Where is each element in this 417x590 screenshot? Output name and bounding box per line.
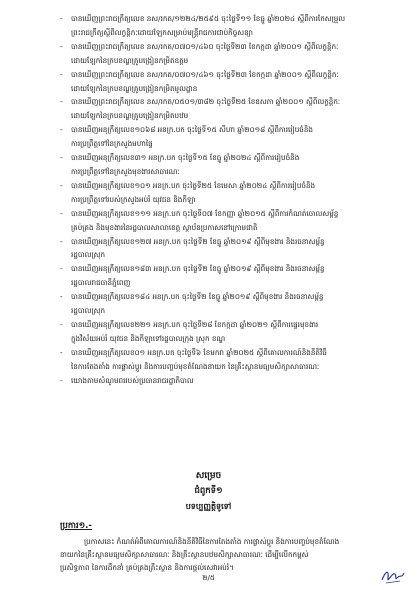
preamble-line: បានឃើញព្រះរាជក្រឹត្យលេខ នស/រកត/០៥០១/៣៨២ ចុះថ្ងៃទី២៥ ខែឧសភា ឆ្នាំ២០០១ ស្ដីពីលក្ខន្តិកៈ <box>71 97 341 107</box>
bullet-dash: - <box>60 14 63 23</box>
preamble-line: ការប្រព្រឹត្តទៅរបស់ក្រសួងអប់រំ យុវជន និងកីឡា <box>71 194 196 204</box>
article-line: ប្រសិទ្ធភាព នៃការដឹកនាំ គ្រប់គ្រងគ្រឹះស្ថាន និងការផ្ដល់សេវាអប់រំ។ <box>60 563 234 572</box>
preamble-item <box>60 151 380 179</box>
preamble-item <box>60 346 380 374</box>
preamble-line: ក្នុងវិស័យអប់រំ យុវជន និងកីឡាទៅរដ្ឋបាលក្រុង ស្រុក ខណ្ឌ <box>71 333 226 343</box>
preamble-item <box>60 262 380 290</box>
preamble-item <box>60 12 380 40</box>
bullet-dash: - <box>60 180 63 190</box>
bullet-dash: - <box>60 264 63 274</box>
chapter-title: បទប្បញ្ញត្តិទូទៅ <box>185 502 232 511</box>
bullet-dash: - <box>60 41 63 51</box>
bullet-dash: - <box>60 208 63 218</box>
preamble-item <box>60 123 380 151</box>
preamble-line: បានឃើញព្រះរាជក្រឹត្យលេខ នស/រកត/០៧០១/៤៦០ ចុះថ្ងៃទី២៣ ខែកក្កដា ឆ្នាំ២០០១ ស្ដីពីលក្ខន្តិកៈ <box>71 41 339 51</box>
preamble-line: ព្រះរាជក្រឹត្យស្ដីពីលក្ខន្តិកៈដោយឡែកសម្រាប់មន្ត្រីរាជការជាប់កិច្ចសន្យា <box>71 27 253 37</box>
chapter-heading: ជំពូកទី១ <box>194 486 223 496</box>
bullet-dash: - <box>60 125 63 135</box>
preamble-line: នៃការតែងតាំង ការផ្លាស់ប្ដូរ និងការបញ្ចប់មុខតំណែងនាយក នៃគ្រឹះស្ថានមធ្យមសិក្សាសាធារណៈ <box>71 361 320 371</box>
article-line: ប្រកាសនេះ កំណត់អំពីគោលការណ៍និងនីតិវិធីនៃការតែងតាំង ការផ្លាស់ប្ដូរ និងការបញ្ចប់មុខតំណែង <box>84 537 340 546</box>
bullet-dash: - <box>60 375 63 385</box>
preamble-line: បានឃើញអនុក្រឹត្យលេខ០១ អនក្រ.បក ចុះថ្ងៃទី៦ ខែមករា ឆ្នាំ២០២៥ ស្ដីពីគោលការណ៍និងនីតិវិធី <box>71 347 327 357</box>
preamble-item <box>60 95 380 123</box>
preamble-line: រដ្ឋបាលរាជធានីភ្នំពេញ <box>71 278 131 288</box>
preamble-line: យោងតាមសំណូមពររបស់ប្រធានរាជរដ្ឋាភិបាល <box>71 375 194 385</box>
bullet-dash: - <box>60 319 63 329</box>
decision-heading: សម្រេច <box>195 471 222 481</box>
article-title: ប្រការ១.- <box>60 521 92 531</box>
bullet-dash: - <box>60 292 63 302</box>
bullet-dash: - <box>60 153 63 163</box>
bullet-dash: - <box>60 347 63 357</box>
preamble-line: បានឃើញអនុក្រឹត្យលេខ១០៦៨ អនក្រ.បក ចុះថ្ងៃទី១៥ សីហា ឆ្នាំ២០១៨ ស្ដីពីការរៀបចំនិង <box>71 125 313 135</box>
preamble-line: បានឃើញអនុក្រឹត្យលេខ១២៧ អនក្រ.បក ចុះថ្ងៃទី២ ខែធ្នូ ឆ្នាំ២០១៩ ស្ដីពីមុខងារ និងរចនាសម្ព័ន្ធ <box>71 236 325 246</box>
preamble-line: បានឃើញអនុក្រឹត្យលេខ៣១ អនក្រ.បក ចុះថ្ងៃទី១៥ ខែធ្នូ ឆ្នាំ២០២៤ ស្ដីពីការរៀបចំនិង <box>71 153 300 163</box>
preamble-item <box>60 179 380 207</box>
preamble-line: បានឃើញអនុក្រឹត្យលេខ១៨៣ អនក្រ.បក ចុះថ្ងៃទី២ ខែធ្នូ ឆ្នាំ២០១៩ ស្ដីពីមុខងារ និងរចនាសម្ព័ន្ធ <box>71 264 325 274</box>
preamble-line: បានឃើញព្រះរាជក្រឹត្យលេខ នស/រកត/១២២៤/២៥៩៥ ចុះថ្ងៃទី១១ ខែធ្នូ ឆ្នាំ២០២៤ ស្ដីពីការកែសម្រួល <box>71 14 346 23</box>
bullet-dash: - <box>60 69 63 79</box>
preamble-line: ដោយឡែកនៃក្របខណ្ឌគ្រូបង្រៀនកម្រិតឧត្តម <box>71 55 189 65</box>
preamble-line: បានឃើញអនុក្រឹត្យលេខ២២១ អនក្រ.បក ចុះថ្ងៃទី២៨ ខែកក្កដា ឆ្នាំ២០២១ ស្ដីពីការផ្ទេរមុខងារ <box>71 319 319 329</box>
preamble-line: រដ្ឋបាលស្រុក <box>71 306 106 316</box>
preamble-item <box>60 68 380 96</box>
preamble-item <box>60 318 380 346</box>
bullet-dash: - <box>60 97 63 107</box>
preamble-line: ការប្រព្រឹត្តទៅនៃក្រសួងមុខងារសាធារណៈ <box>71 166 180 176</box>
preamble-line: បានឃើញអនុក្រឹត្យលេខ១៨៤ អនក្រ.បក ចុះថ្ងៃទី២ ខែធ្នូ ឆ្នាំ២០១៩ ស្ដីពីមុខងារ និងរចនាសម្ព័ន្ធ <box>71 292 324 302</box>
handwritten-initials <box>380 566 406 586</box>
article-body <box>60 535 390 574</box>
preamble-item <box>60 40 380 68</box>
preamble-item <box>60 235 380 263</box>
preamble-line: បានឃើញព្រះរាជក្រឹត្យលេខ នស/រកត/០៧០១/៤៦១ ចុះថ្ងៃទី២៣ ខែកក្កដា ឆ្នាំ២០០១ ស្ដីពីលក្ខន្តិកៈ <box>71 69 339 79</box>
page-number: ២/៥ <box>202 574 215 582</box>
preamble-line: ដោយឡែកនៃក្របខណ្ឌគ្រូបង្រៀនកម្រិតបឋម <box>71 111 189 121</box>
preamble-line: ដោយឡែកនៃក្របខណ្ឌគ្រូបង្រៀនកម្រិតមូលដ្ឋាន <box>71 83 198 93</box>
preamble-line: បានឃើញអនុក្រឹត្យលេខ១១១ អនក្រ.បក ចុះថ្ងៃទី០៧ ខែកញ្ញា ឆ្នាំ២០១៥ ស្ដីពីការកំណត់ចោលសម្ព័ន្ធ <box>71 208 339 218</box>
preamble-line: រដ្ឋបាលស្រុក <box>71 250 106 260</box>
bullet-dash: - <box>60 236 63 246</box>
preamble-list <box>60 12 380 387</box>
preamble-line: គ្រប់គ្រង និងមុខងារនៃរដ្ឋបាលសាលាខេត្ត ស្ថាប័នប្រកាសនៅក្រោមជាតិ <box>71 222 258 232</box>
preamble-line: ការប្រព្រឹត្តទៅនៃក្រសួងមហាផ្ទៃ <box>71 139 153 149</box>
preamble-item <box>60 374 380 388</box>
preamble-item <box>60 207 380 235</box>
preamble-item <box>60 290 380 318</box>
article-line: នាយកនៃគ្រឹះស្ថានមធ្យមសិក្សាសាធារណៈ និងគ្រឹះស្ថានបឋមសិក្សាសាធារណៈ ដើម្បីលើកកម្ពស់ <box>60 550 309 559</box>
preamble-line: បានឃើញអនុក្រឹត្យលេខ១០១ អនក្រ.បក ចុះថ្ងៃទី២៥ ខែមេសា ឆ្នាំ២០២៤ ស្ដីពីការរៀបចំនិង <box>71 180 316 190</box>
